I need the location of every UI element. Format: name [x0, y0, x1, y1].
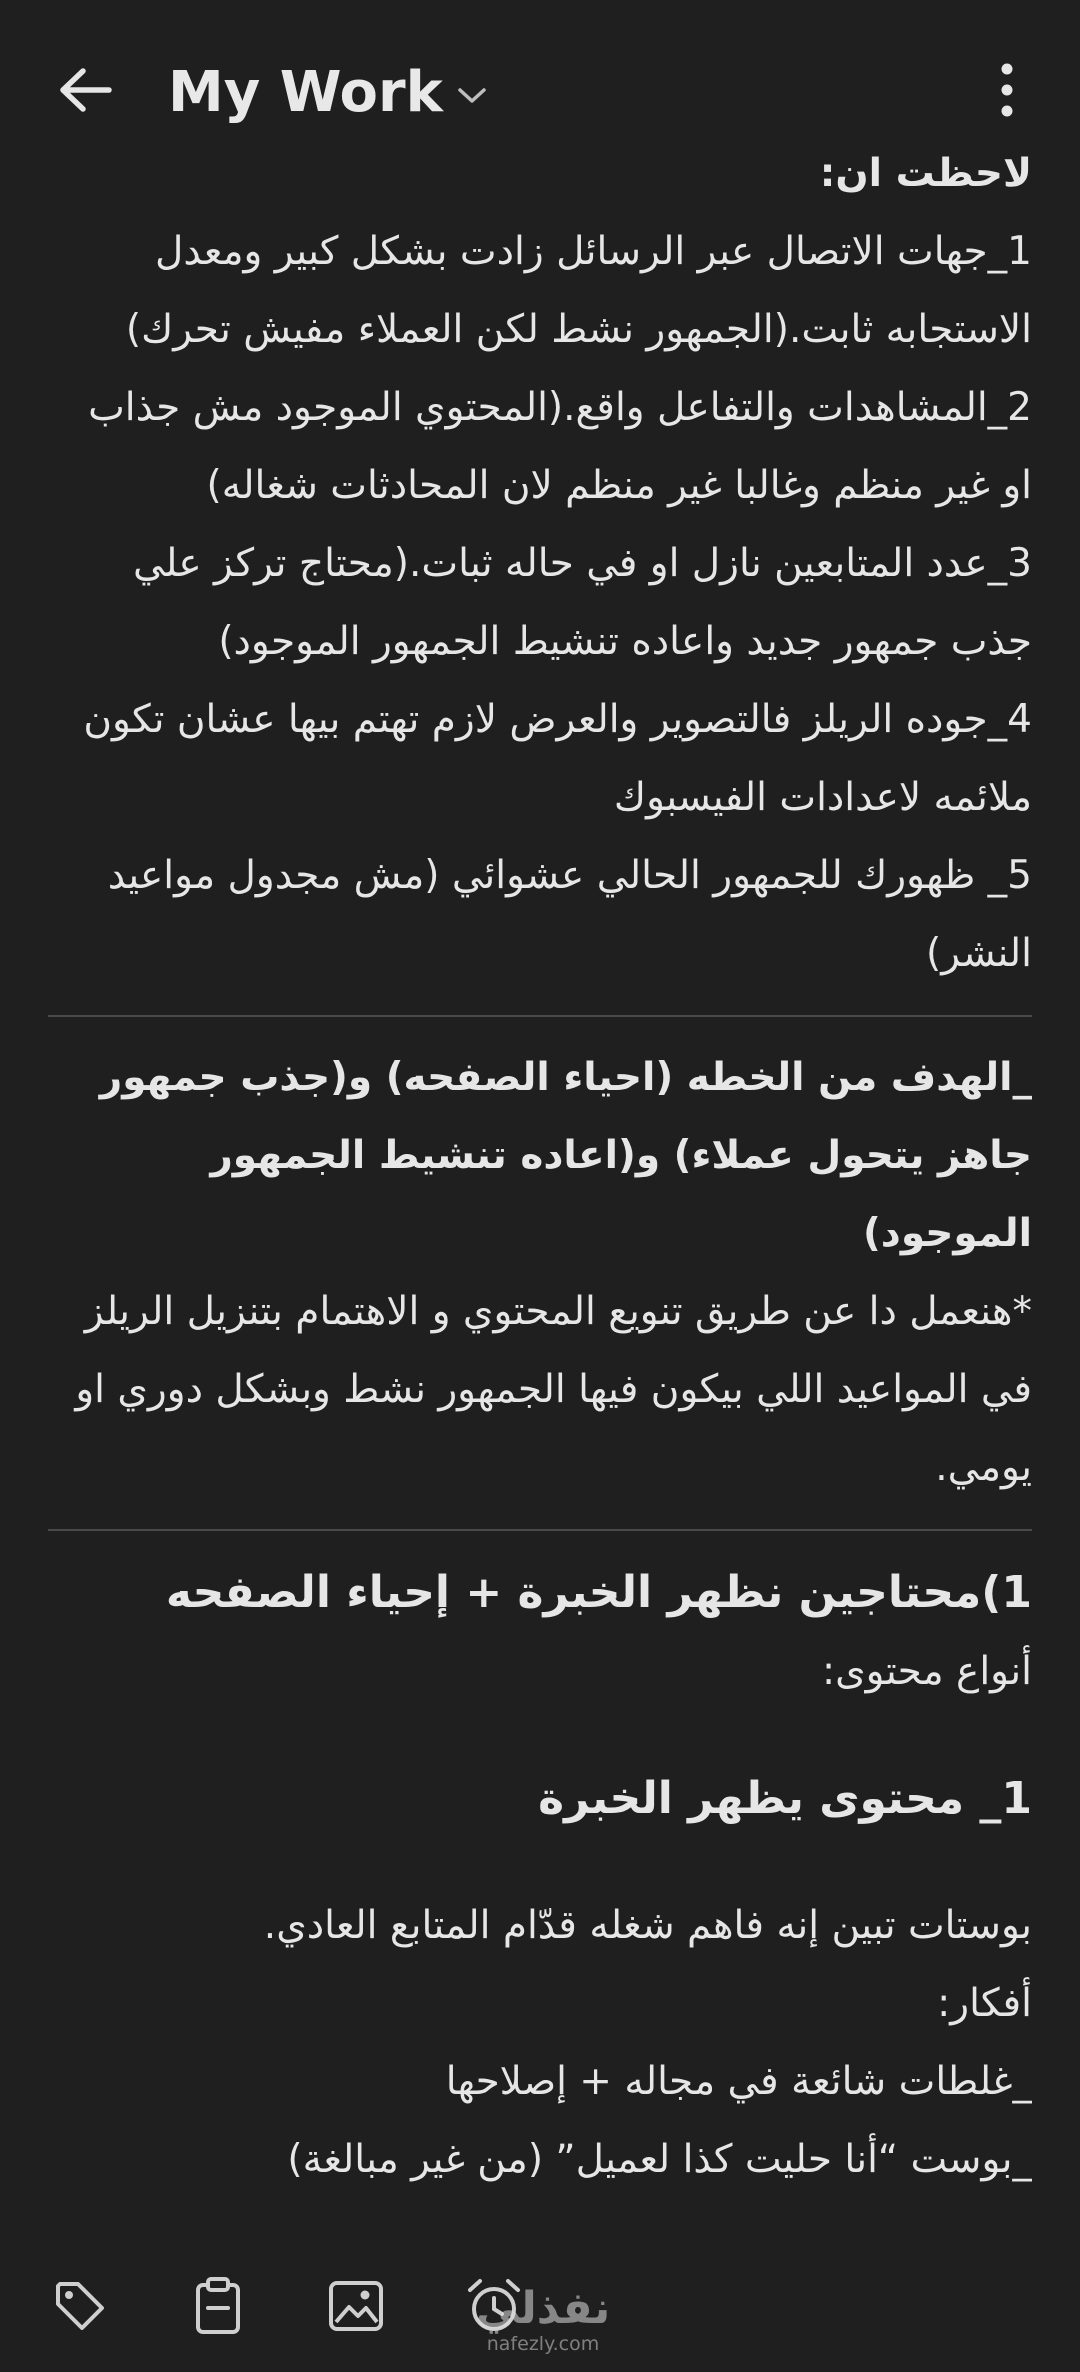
clipboard-button[interactable] [186, 2274, 250, 2338]
back-button[interactable] [50, 55, 120, 125]
spacer [48, 1839, 1032, 1887]
observation-item: 4_جوده الريلز فالتصوير والعرض لازم تهتم بيها عشان تكون ملائمه لاعدادات الفيسبوك [83, 697, 1032, 820]
observation-item: 1_جهات الاتصال عبر الرسائل زادت بشكل كبير ومعدل الاستجابه ثابت.(الجمهور نشط لكن العملاء مفيش تحرك) [125, 229, 1032, 352]
note-intro: لاحظت ان: [819, 151, 1032, 196]
tag-icon [52, 2278, 108, 2334]
tag-button[interactable] [48, 2274, 112, 2338]
observation-item: 3_عدد المتابعين نازل او في حاله ثبات.(محتاج تركز علي جذب جمهور جديد واعاده تنشيط الجمهور الموجود) [132, 541, 1032, 664]
notebook-selector[interactable] [168, 52, 487, 132]
observation-item: 2_المشاهدات والتفاعل واقع.(المحتوي الموجود مش جذاب او غير منظم وغالبا غير منظم لان المحادثات شغاله) [88, 385, 1032, 508]
divider [48, 1529, 1032, 1531]
subsection-description: بوستات تبين إنه فاهم شغله قدّام المتابع العادي. [263, 1903, 1032, 1948]
divider [48, 1015, 1032, 1017]
more-options-button[interactable] [975, 55, 1039, 125]
clipboard-icon [190, 2276, 246, 2336]
plan-method: *هنعمل دا عن طريق تنويع المحتوي و الاهتمام بتنزيل الريلز في المواعيد اللي بيكون فيها الجمهور نشط وبشكل دوري او يومي. [75, 1289, 1032, 1490]
section-heading: 1)محتاجين نظهر الخبرة + إحياء الصفحه [165, 1567, 1032, 1618]
content-types-label: أنواع محتوى: [822, 1649, 1032, 1694]
idea-item: _غلطات شائعة في مجاله + إصلاحها [445, 2059, 1032, 2104]
arrow-left-icon [57, 66, 113, 114]
more-vert-icon [1000, 63, 1014, 117]
watermark-arabic: نفذلي [475, 2283, 611, 2334]
image-button[interactable] [324, 2274, 388, 2338]
observation-item: 5_ ظهورك للجمهور الحالي عشوائي (مش مجدول مواعيد النشر) [107, 853, 1032, 976]
chevron-down-icon [457, 86, 487, 106]
idea-item: _بوست “أنا حليت كذا لعميل” (من غير مبالغة) [287, 2137, 1032, 2182]
watermark [468, 2285, 618, 2355]
spacer [48, 1711, 1032, 1759]
note-body[interactable] [48, 135, 1032, 2215]
watermark-url: nafezly.com [486, 2333, 600, 2355]
page-title: My Work [168, 59, 443, 125]
image-icon [327, 2278, 385, 2334]
subsection-heading: 1_ محتوى يظهر الخبرة [538, 1773, 1032, 1824]
ideas-label: أفكار: [937, 1981, 1032, 2026]
plan-goal: _الهدف من الخطه (احياء الصفحه) و(جذب جمهور جاهز يتحول عملاء) و(اعاده تنشيط الجمهور الموجود) [99, 1055, 1032, 1256]
